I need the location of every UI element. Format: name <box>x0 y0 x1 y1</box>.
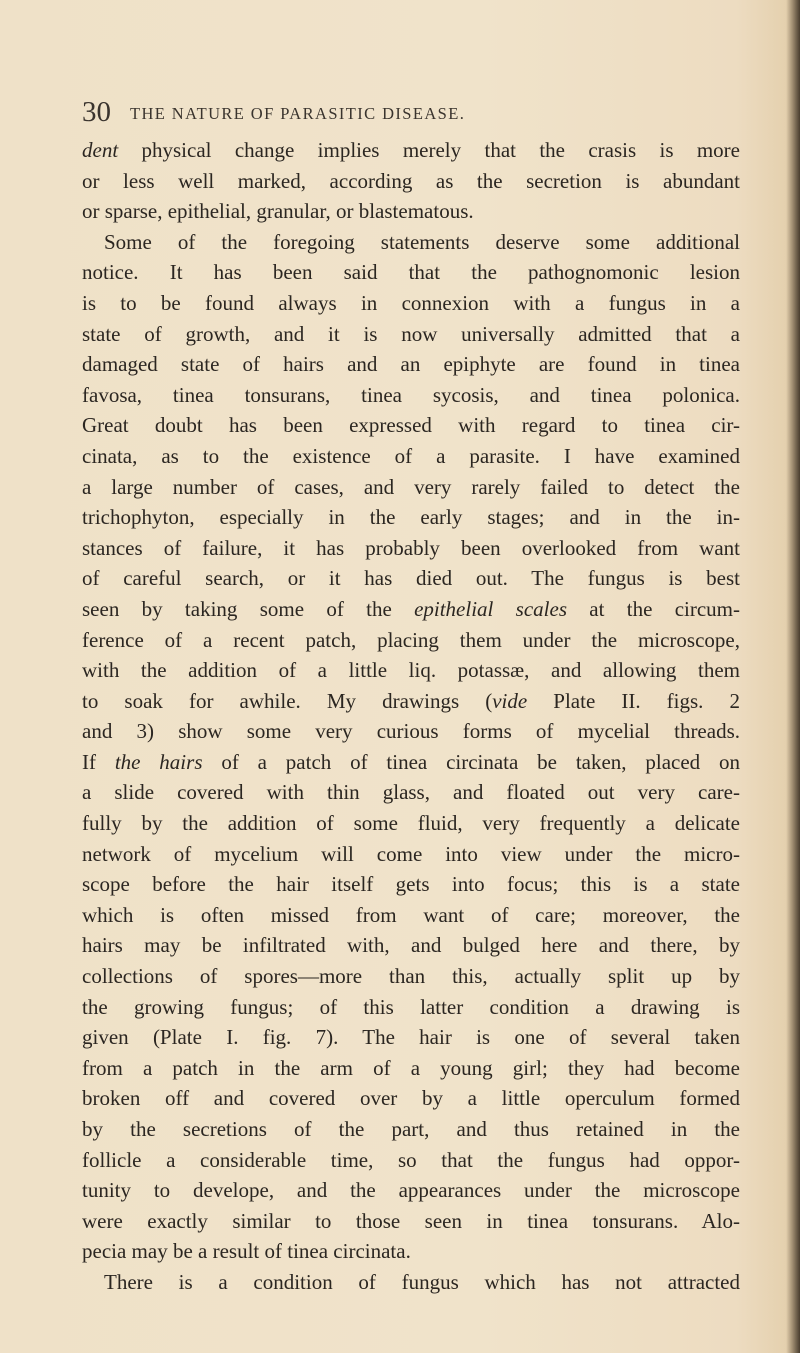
text-line <box>82 288 740 319</box>
line-text: trichophyton, especially in the early stages; and in the in- <box>82 505 740 530</box>
line-text: fully by the addition of some fluid, very frequently a delicate <box>82 811 740 836</box>
line-text: collections of spores—more than this, actually split up by <box>82 964 740 989</box>
line-text: were exactly similar to those seen in tinea tonsurans. Alo- <box>82 1208 740 1233</box>
text-line <box>82 441 740 472</box>
line-text: damaged state of hairs and an epiphyte are found in tinea <box>82 352 740 377</box>
text-line <box>82 992 740 1023</box>
text-line <box>82 655 740 686</box>
line-text: Great doubt has been expressed with regard to tinea cir- <box>82 413 740 438</box>
text-line <box>82 1114 740 1145</box>
text-line <box>82 869 740 900</box>
text-line <box>82 777 740 808</box>
text-line <box>82 563 740 594</box>
text-line <box>82 472 740 503</box>
text-line <box>82 594 740 625</box>
line-text: physical change implies merely that the crasis is more <box>118 138 740 162</box>
text-line <box>82 961 740 992</box>
running-head <box>82 96 742 128</box>
text-line <box>82 166 740 197</box>
line-text: a slide covered with thin glass, and floated out very care- <box>82 780 740 805</box>
line-text: a large number of cases, and very rarely failed to detect the <box>82 474 740 499</box>
line-text: or sparse, epithelial, granular, or blastematous. <box>82 199 474 224</box>
line-text: scope before the hair itself gets into focus; this is a state <box>82 872 740 897</box>
page-number: 30 <box>82 96 111 128</box>
line-text: at the circum- <box>567 596 740 621</box>
text-line <box>82 808 740 839</box>
line-text: is to be found always in connexion with a fungus in a <box>82 290 740 315</box>
text-line <box>82 900 740 931</box>
line-text: There is a condition of fungus which has not attracted <box>104 1269 740 1294</box>
line-text: pecia may be a result of tinea circinata. <box>82 1239 411 1264</box>
text-line <box>82 625 740 656</box>
italic-text: dent <box>82 138 119 162</box>
line-text: tunity to develope, and the appearances under the microscope <box>82 1178 740 1203</box>
line-text: with the addition of a little liq. potassæ, and allowing them <box>82 658 740 683</box>
text-line <box>82 1053 740 1084</box>
text-line <box>82 319 740 350</box>
line-text: hairs may be infiltrated with, and bulged here and there, by <box>82 933 740 958</box>
text-line <box>82 1206 740 1237</box>
line-text: broken off and covered over by a little operculum formed <box>82 1086 740 1111</box>
italic-text: the hairs <box>114 749 203 774</box>
line-text: follicle a considerable time, so that the fungus had oppor- <box>82 1147 740 1172</box>
line-text: given (Plate I. fig. 7). The hair is one of several taken <box>82 1025 740 1050</box>
text-line <box>82 380 740 411</box>
line-text: notice. It has been said that the pathognomonic lesion <box>82 260 740 285</box>
line-text: stances of failure, it has probably been overlooked from want <box>82 535 740 560</box>
line-text: If <box>82 749 115 774</box>
text-line <box>82 349 740 380</box>
line-text: seen by taking some of the <box>82 596 415 621</box>
line-text: of a patch of tinea circinata be taken, placed on <box>202 749 740 774</box>
text-line <box>82 839 740 870</box>
line-text: state of growth, and it is now universally admitted that a <box>82 321 740 346</box>
line-text: from a patch in the arm of a young girl; they had become <box>82 1055 740 1080</box>
line-text: cinata, as to the existence of a parasite. I have examined <box>82 443 740 468</box>
line-text: network of mycelium will come into view under the micro- <box>82 841 740 866</box>
line-text: which is often missed from want of care; moreover, the <box>82 902 740 927</box>
italic-text: vide <box>492 688 528 713</box>
text-line <box>82 1022 740 1053</box>
text-line <box>82 1236 740 1267</box>
line-text: the growing fungus; of this latter condition a drawing is <box>82 994 740 1019</box>
text-line <box>82 1175 740 1206</box>
text-line <box>82 1145 740 1176</box>
line-text: by the secretions of the part, and thus retained in the <box>82 1117 740 1141</box>
body-text <box>82 135 740 1298</box>
text-line <box>82 1083 740 1114</box>
text-line <box>82 410 740 441</box>
text-line <box>82 135 740 166</box>
italic-text: epithelial scales <box>414 596 567 621</box>
text-line <box>82 716 740 747</box>
text-line <box>82 227 740 258</box>
line-text: and 3) show some very curious forms of mycelial threads. <box>82 719 740 744</box>
line-text: ference of a recent patch, placing them under the microscope, <box>82 627 740 652</box>
text-line <box>82 686 740 717</box>
line-text: favosa, tinea tonsurans, tinea sycosis, and tinea polonica. <box>82 382 740 407</box>
line-text: to soak for awhile. My drawings ( <box>82 688 493 713</box>
line-text: or less well marked, according as the secretion is abundant <box>82 168 740 193</box>
running-title: THE NATURE OF PARASITIC DISEASE. <box>130 104 466 123</box>
text-line <box>82 257 740 288</box>
line-text: Plate II. figs. 2 <box>527 688 740 713</box>
page-edge-shadow <box>786 0 800 1353</box>
text-line <box>82 1267 740 1298</box>
text-line <box>82 533 740 564</box>
line-text: Some of the foregoing statements deserve some additional <box>104 229 740 254</box>
text-line <box>82 930 740 961</box>
text-line <box>82 747 740 778</box>
text-line <box>82 196 740 227</box>
line-text: of careful search, or it has died out. The fungus is best <box>82 566 740 591</box>
text-line <box>82 502 740 533</box>
